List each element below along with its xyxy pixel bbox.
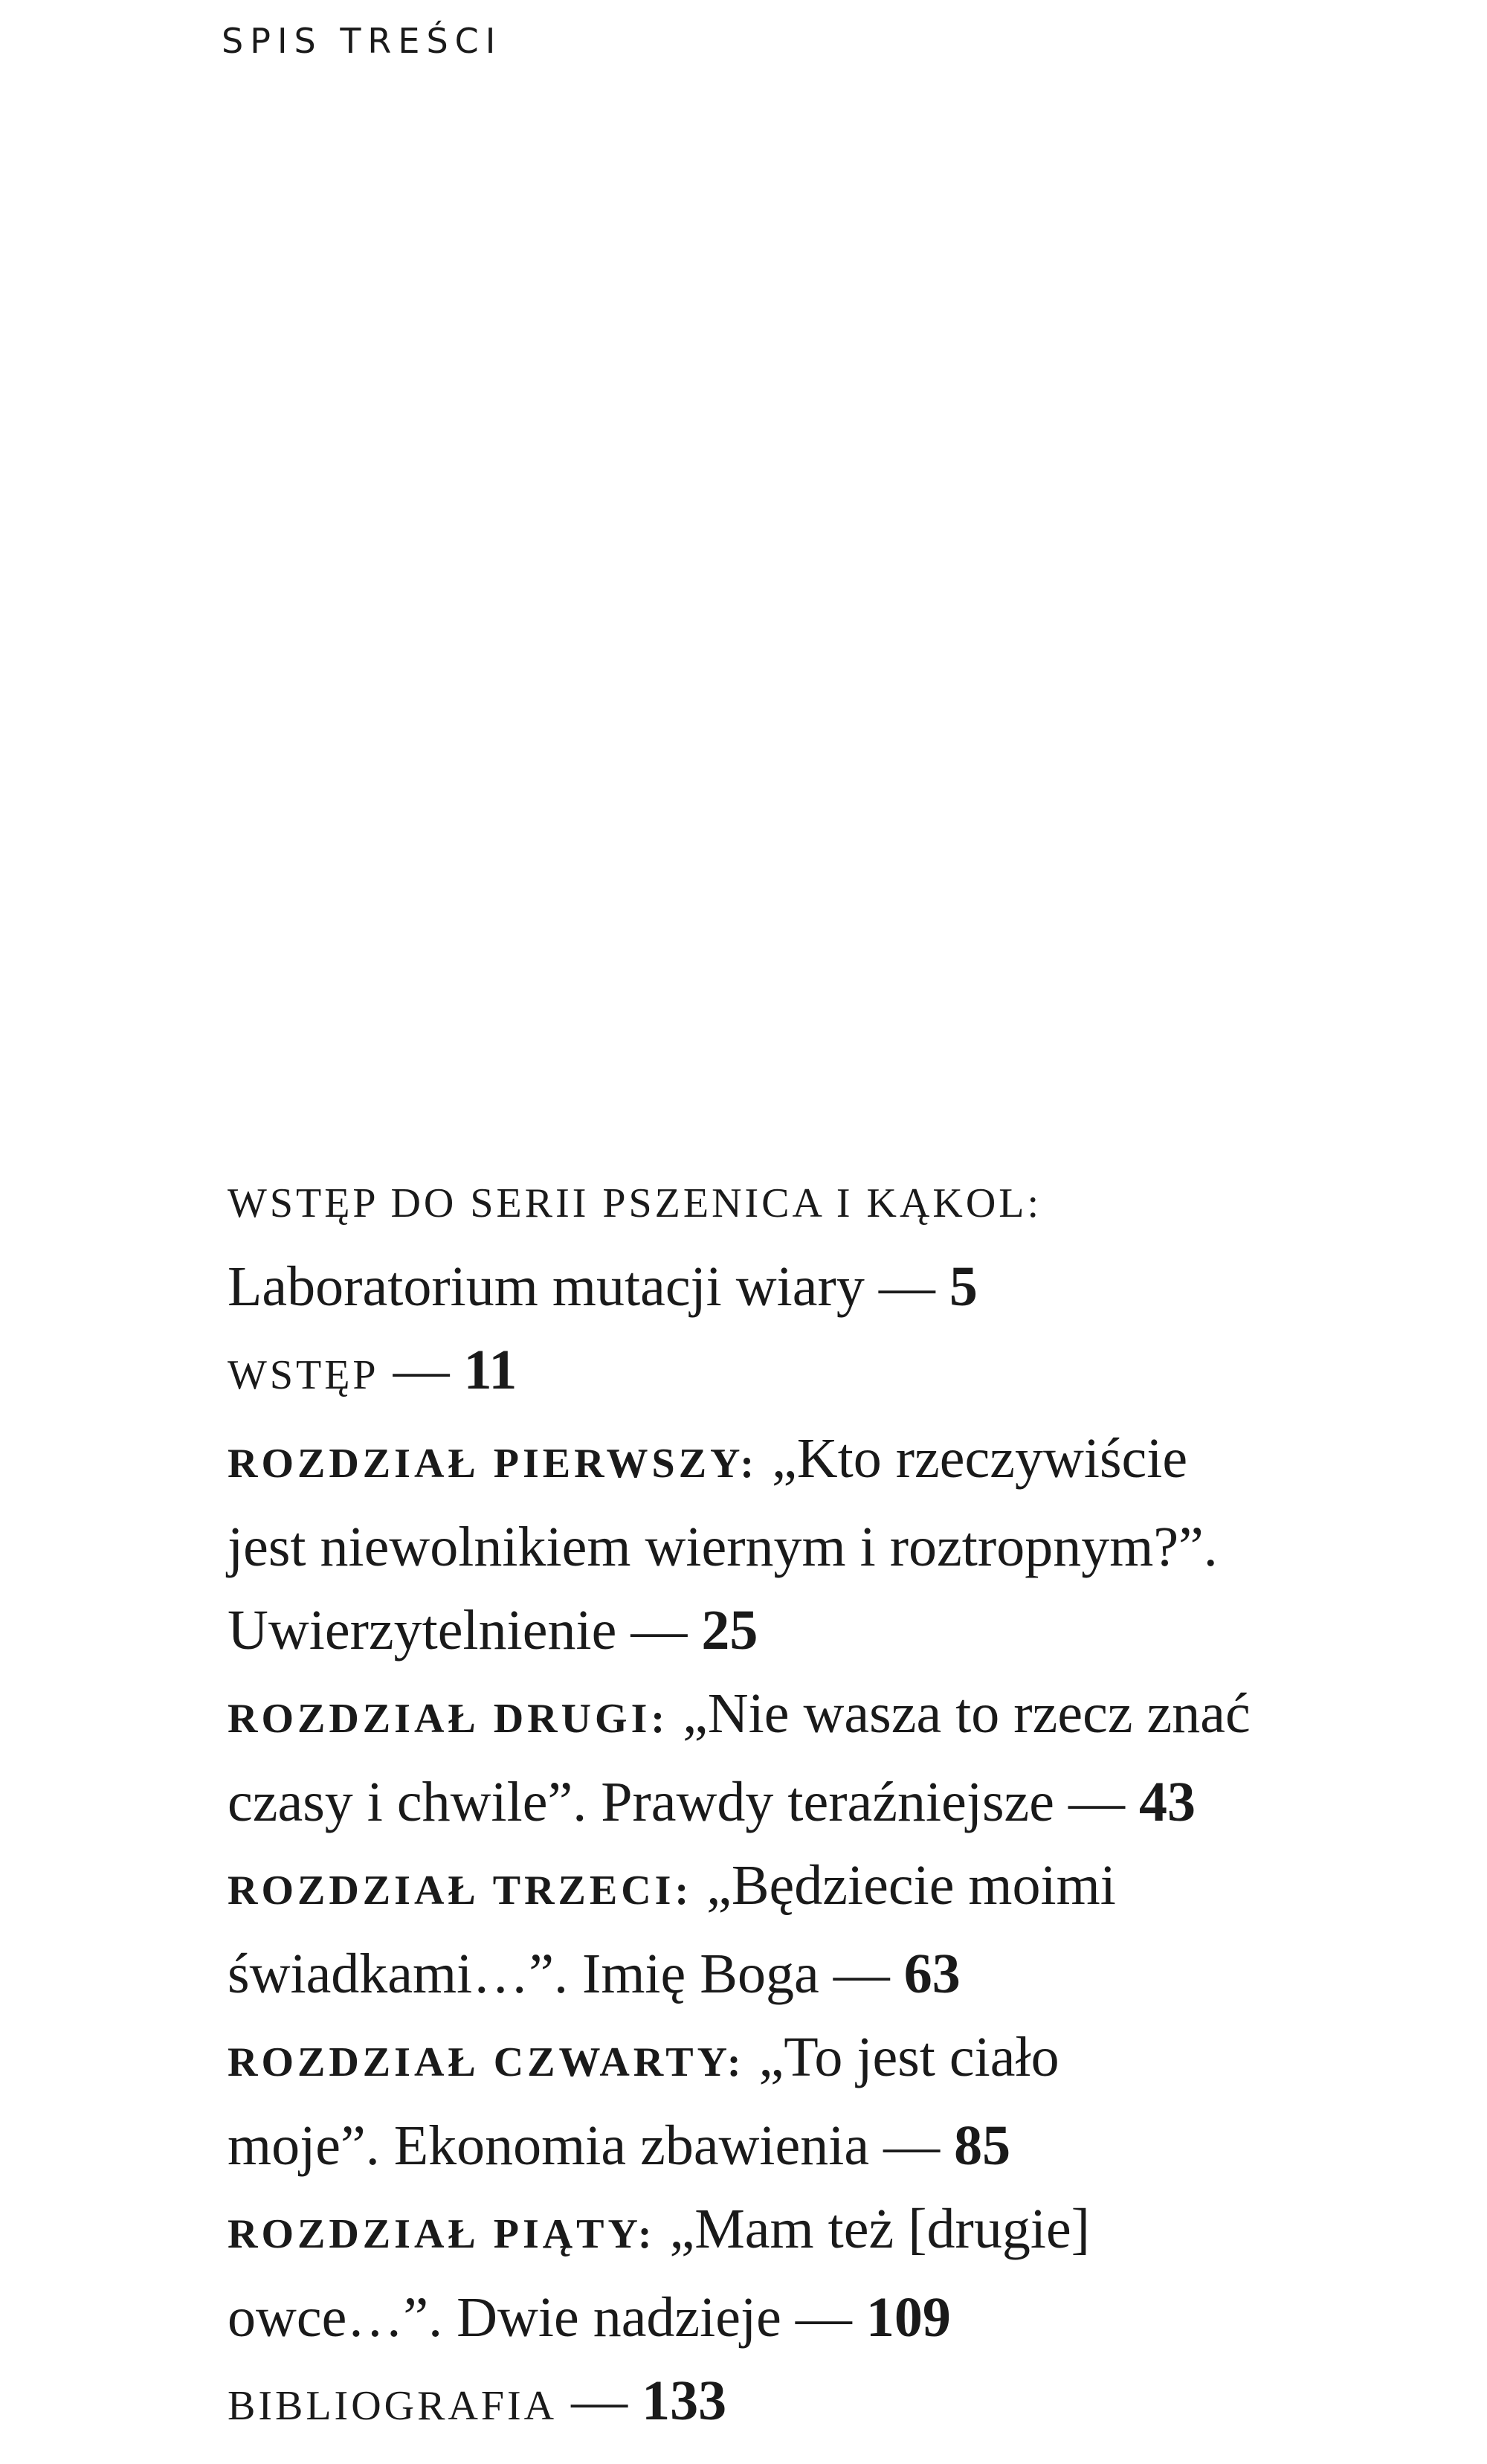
toc-entry-title: owce…”. Dwie nadzieje <box>228 2286 781 2349</box>
toc-entry-label: ROZDZIAŁ DRUGI: <box>228 1696 669 1742</box>
toc-entry-title: Uwierzytelnienie <box>228 1599 617 1662</box>
toc-entry-label: ROZDZIAŁ PIĄTY: <box>228 2211 656 2257</box>
toc-entry-label: WSTĘP DO SERII PSZENICA I KĄKOL: <box>228 1180 1042 1226</box>
toc-entry-title: „Nie wasza to rzecz znać <box>683 1682 1251 1745</box>
running-head: SPIS TREŚCI <box>222 21 503 61</box>
toc-separator: — <box>571 2370 628 2432</box>
toc-page-number: 109 <box>865 2286 951 2349</box>
toc-entry-title: „Będziecie moimi <box>706 1854 1116 1917</box>
toc-separator: — <box>1068 1771 1126 1833</box>
toc-entry-bibliography <box>228 2359 1447 2448</box>
toc-page-number: 85 <box>954 2114 1011 2177</box>
toc-entry-intro <box>228 1328 1447 1417</box>
toc-entry-title: Laboratorium mutacji wiary <box>228 1255 865 1318</box>
toc-entry-chapter-4 <box>228 2016 1447 2187</box>
toc-entry-title: moje”. Ekonomia zbawienia <box>228 2114 870 2177</box>
toc-entry-chapter-5 <box>228 2187 1447 2359</box>
toc-entry-label: ROZDZIAŁ CZWARTY: <box>228 2039 745 2085</box>
toc-separator: — <box>878 1255 935 1318</box>
toc-entry-label: ROZDZIAŁ PIERWSZY: <box>228 1441 758 1487</box>
toc-page-number: 5 <box>949 1255 978 1318</box>
toc-entry-title: jest niewolnikiem wiernym i roztropnym?”. <box>228 1516 1218 1578</box>
toc-entry-label: BIBLIOGRAFIA <box>228 2383 558 2429</box>
toc-page-number: 11 <box>463 1339 517 1401</box>
toc-entry-label: ROZDZIAŁ TRZECI: <box>228 1868 693 1914</box>
toc-entry-series-intro <box>228 1157 1447 1328</box>
toc-entry-title: „Kto rzeczywiście <box>772 1427 1188 1490</box>
toc-separator: — <box>833 1943 890 2005</box>
toc-separator: — <box>883 2114 941 2177</box>
toc-entry-title: „To jest ciało <box>758 2026 1059 2088</box>
toc-entry-chapter-2 <box>228 1672 1447 1844</box>
toc-page-number: 133 <box>642 2370 727 2432</box>
toc-entry-title: „Mam też [drugie] <box>669 2198 1090 2260</box>
toc-entry-chapter-1 <box>228 1417 1447 1672</box>
table-of-contents <box>228 1157 1447 2448</box>
toc-separator: — <box>393 1339 450 1401</box>
toc-entry-chapter-3 <box>228 1844 1447 2016</box>
toc-page-number: 43 <box>1139 1771 1196 1833</box>
toc-page-number: 25 <box>701 1599 758 1662</box>
toc-entry-label: WSTĘP <box>228 1352 379 1398</box>
toc-separator: — <box>795 2286 852 2349</box>
toc-entry-title: czasy i chwile”. Prawdy teraźniejsze <box>228 1771 1055 1833</box>
toc-page-number: 63 <box>903 1943 961 2005</box>
toc-entry-title: świadkami…”. Imię Boga <box>228 1943 819 2005</box>
toc-separator: — <box>630 1599 688 1662</box>
